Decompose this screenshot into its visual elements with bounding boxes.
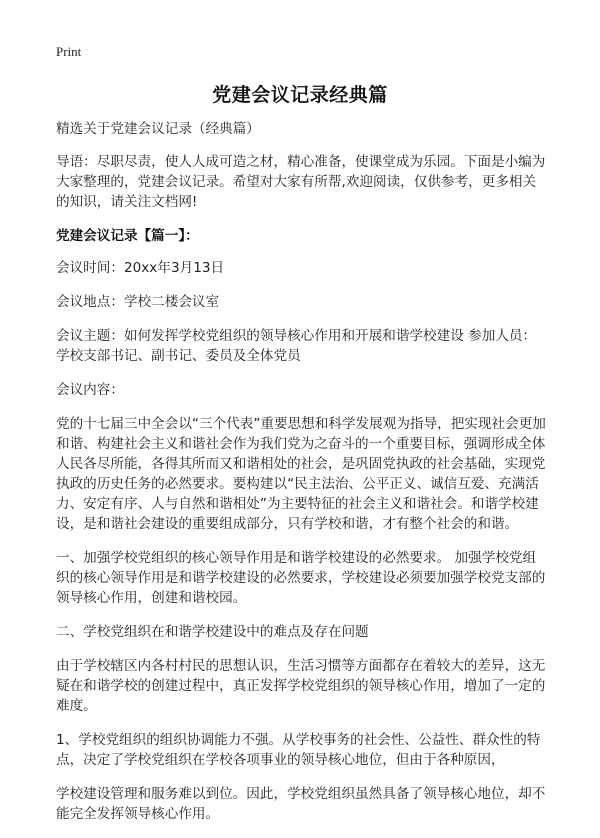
body-paragraph: 由于学校辖区内各村村民的思想认识，生活习惯等方面都存在着较大的差异，这无疑在和谐学校的创建过程中，真正发挥学校党组织的领导核心作用，增加了一定的难度。 [56, 658, 546, 714]
body-paragraph: 党的十七届三中全会以“三个代表”重要思想和科学发展观为指导，把实现社会更加和谐、构建社会主义和谐社会作为我们党为之奋斗的一个重要目标，强调形成全体人民各尽所能，各得其所而又和谐相处的社会，是巩固党执政的社会基础，实现党执政的历史任务的必然要求。要构建以“民主法治、公平正义、诚信互爱、充满活力、安定有序、人与自然和谐相处”为主要特征的社会主义和谐社会。和谐学校建设，是和谐社会建设的重要组成部分，只有学校和谐，才有整个社会的和谐。 [56, 416, 546, 532]
document-body [56, 119, 548, 838]
meeting-place: 会议地点：学校二楼会议室 [56, 294, 220, 310]
section-heading: 党建会议记录【篇一】： [56, 228, 199, 244]
print-link[interactable]: Print [56, 44, 82, 59]
document-subtitle: 精选关于党建会议记录（经典篇） [56, 121, 260, 137]
meeting-content-label: 会议内容： [56, 382, 124, 398]
body-paragraph: 二、学校党组织在和谐学校建设中的难点及存在问题 [56, 624, 369, 640]
body-paragraph: 一、加强学校党组织的核心领导作用是和谐学校建设的必然要求。 加强学校党组织的核心领导作用是和谐学校建设的必然要求，学校建设必须要加强学校党支部的领导核心作用，创建和谐校园。 [56, 550, 546, 606]
document-title: 党建会议记录经典篇 [212, 84, 388, 106]
intro-paragraph: 导语：尽职尽责，使人人成可造之材，精心准备，使课堂成为乐园。下面是小编为大家整理的，党建会议记录。希望对大家有所帮,欢迎阅读，仅供参考，更多相关的知识，请关注文档网! [56, 154, 546, 210]
meeting-time: 会议时间：20xx年3月13日 [56, 260, 225, 276]
body-paragraph: 学校建设管理和服务难以到位。因此，学校党组织虽然具备了领导核心地位，却不能完全发挥领导核心作用。 [56, 786, 546, 822]
body-paragraph: 1、学校党组织的组织协调能力不强。从学校事务的社会性、公益性、群众性的特点，决定了学校党组织在学校各项事业的领导核心地位，但由于各种原因， [56, 732, 541, 768]
meeting-topic: 会议主题：如何发挥学校党组织的领导核心作用和开展和谐学校建设 参加人员：学校支部书记、副书记、委员及全体党员 [56, 328, 537, 364]
